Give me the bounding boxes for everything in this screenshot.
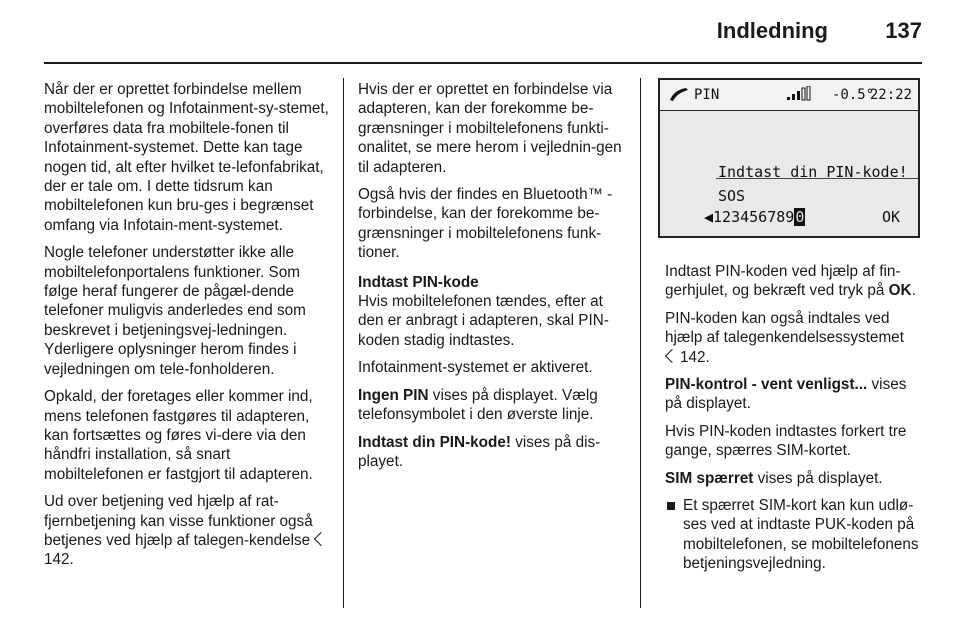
digit-list: 123456789 xyxy=(713,208,795,226)
section-heading: Indtast PIN-kode xyxy=(358,273,479,291)
paragraph: Når der er oprettet forbindelse mellem mobiltelefonen og Infotainment-sy-stemet, overføres data fra mobiltele-fonen til Infotainment-systemet. Dette kan tage nogen tid, alt efter hvilket te-lefonfabrikat, der er tale om. I dette tidsrum kan mobiltelefonen kun bru-ges i begrænset omfang via Infotain-ment-systemet. xyxy=(44,81,329,234)
page-reference[interactable]: 142. xyxy=(44,551,74,569)
paragraph: Hvis mobiltelefonen tændes, efter at den er anbragt i adapteren, skal PIN-koden stadig indtastes. xyxy=(358,293,609,349)
paragraph: Infotainment-systemet er aktiveret. xyxy=(358,359,593,377)
paragraph-text: vises på displayet. xyxy=(665,376,907,413)
column-divider xyxy=(640,78,641,608)
paragraph: Også hvis der findes en Bluetooth™ -forbindelse, kan der forekomme be-grænsninger i mobiltelefonens funk-tioner. xyxy=(358,186,613,262)
backspace-icon: ◀ xyxy=(704,208,714,226)
paragraph xyxy=(665,309,927,367)
infotainment-display-image xyxy=(658,78,920,238)
paragraph: Hvis PIN-koden indtastes forkert tre gange, spærres SIM-kortet. xyxy=(665,422,907,460)
paragraph xyxy=(665,262,927,301)
display-pin-label: PIN xyxy=(694,87,720,103)
display-clock: 22:22 xyxy=(869,87,912,103)
display-message: SIM spærret xyxy=(665,469,754,487)
display-pin-entry xyxy=(704,208,805,226)
punctuation: . xyxy=(911,282,916,300)
display-message: PIN-kontrol - vent venligst... xyxy=(665,376,868,394)
header-rule xyxy=(44,62,922,64)
section-title: Indledning xyxy=(716,18,828,43)
page-reference-icon xyxy=(314,532,328,546)
paragraph xyxy=(358,433,628,472)
display-ok: OK xyxy=(881,208,900,226)
display-status-bar xyxy=(660,80,918,111)
selected-digit: 0 xyxy=(795,208,805,226)
bullet-text: Et spærret SIM-kort kan kun udlø-ses ved at indtaste PUK-koden på mobiltelefonen, se mobiltelefonens betjeningsvejledning. xyxy=(683,497,919,573)
bullet-icon xyxy=(667,502,675,510)
phone-icon xyxy=(668,86,690,106)
paragraph xyxy=(665,375,927,414)
paragraph-text: Ud over betjening ved hjælp af rat-fjernbetjening kan visse funktioner også betjenes ved hjælp af talegen-kendelse xyxy=(44,493,313,549)
page-number: 137 xyxy=(885,18,922,43)
column-3 xyxy=(665,262,927,574)
display-message: Indtast din PIN-kode! xyxy=(358,433,511,451)
column-divider xyxy=(343,78,344,608)
paragraph-text: vises på displayet. xyxy=(753,469,883,487)
paragraph xyxy=(44,492,330,570)
paragraph-text: Indtast PIN-koden ved hjælp af fin-gerhjulet, og bekræft ved tryk på xyxy=(665,263,901,300)
column-2 xyxy=(358,80,628,479)
display-sos: SOS xyxy=(718,187,746,205)
bullet-item xyxy=(665,496,927,574)
paragraph-text: PIN-koden kan også indtales ved hjælp af talegenkendelsessystemet xyxy=(665,309,904,347)
page-reference-icon xyxy=(665,349,679,363)
paragraph: Opkald, der foretages eller kommer ind, mens telefonen fastgøres til adapteren, kan fortsættes og føres vi-dere via den håndfri installation, så snart mobiltelefonen er fastgjort til adapteren. xyxy=(44,388,313,483)
page-reference[interactable]: 142. xyxy=(680,348,710,366)
signal-strength-icon xyxy=(786,86,812,106)
paragraph-text: vises på dis-playet. xyxy=(358,433,601,470)
display-prompt: Indtast din PIN-kode! xyxy=(718,163,908,181)
paragraph: Hvis der er oprettet en forbindelse via adapteren, kan der forekomme be-grænsninger i mobiltelefonens funkti-onalitet, se mere herom i vejlednin-gen til adapteren. xyxy=(358,81,622,176)
paragraph-text: vises på displayet. Vælg telefonsymbolet i den øverste linje. xyxy=(358,386,598,424)
display-temperature: -0.5° xyxy=(832,87,875,103)
paragraph: Nogle telefoner understøtter ikke alle mobiltelefonportalens funktioner. Som følge heraf fungerer de pågæl-dende telefoner muligvis anderledes end som beskrevet i betjeningsvej-ledningen. Yderligere oplysninger herom findes i vejledningen om tele-fonholderen. xyxy=(44,244,306,378)
display-message: Ingen PIN xyxy=(358,386,429,404)
column-1 xyxy=(44,80,330,578)
paragraph xyxy=(358,386,628,425)
ok-label: OK xyxy=(888,282,912,300)
paragraph xyxy=(665,469,927,488)
